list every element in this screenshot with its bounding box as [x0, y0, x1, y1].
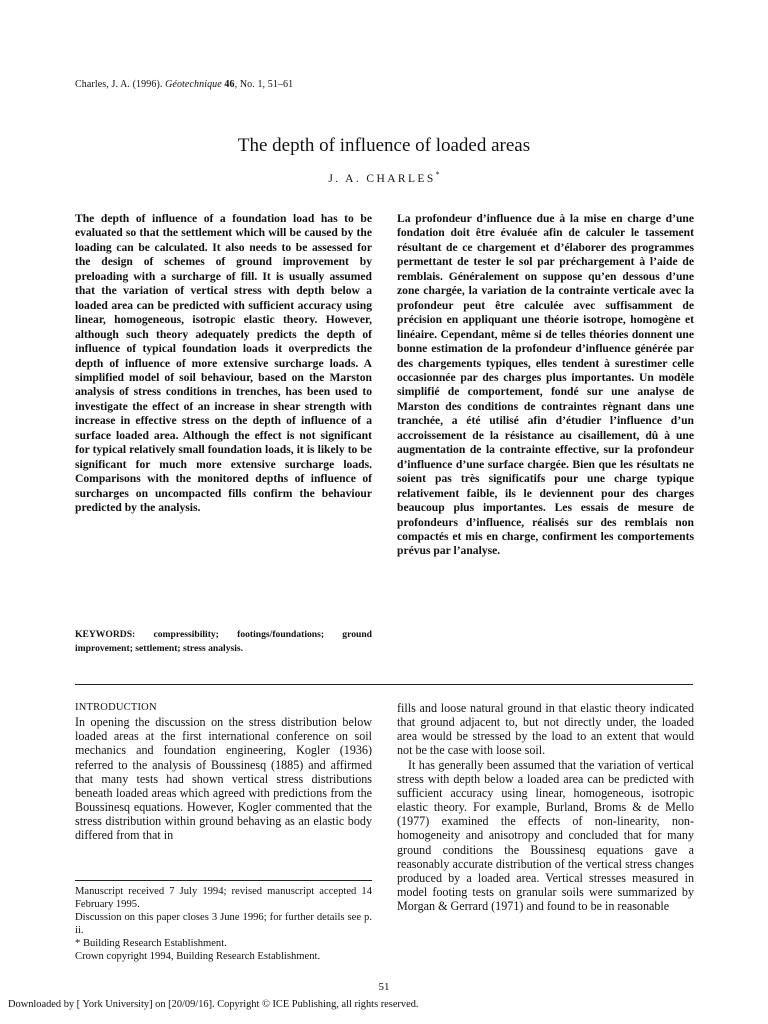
author-footnote-mark: * — [435, 170, 440, 179]
footnote-divider — [75, 880, 372, 881]
paper-title: The depth of influence of loaded areas — [237, 134, 531, 156]
introduction-paragraph-2: It has generally been assumed that the variation of vertical stress with depth below a loaded area can be predicted with sufficient accuracy using linear, homogeneous, isotropic elastic theory. For example, Burland, Broms & de Mello (1977) examined the effects of non-linearity, non-homogeneity and anisotropy and concluded that for many ground conditions the Boussinesq equations gave a reasonably accurate distribution of the vertical stress changes produced by a loaded area. Vertical stresses measured in model footing tests on granular soils were summarized by Morgan & Gerrard (1971) and found to be in reasonable — [397, 757, 694, 914]
citation-volume: 46 — [224, 79, 235, 90]
footnote-discussion: Discussion on this paper closes 3 June 1996; for further details see p. ii. — [75, 912, 372, 937]
page-number: 51 — [378, 981, 390, 993]
author-name: J. A. CHARLES — [328, 172, 436, 185]
footnote-received: Manuscript received 7 July 1994; revised manuscript accepted 14 February 1995. — [75, 886, 372, 911]
download-notice: Downloaded by [ York University] on [20/09/16]. Copyright © ICE Publishing, all rights reserved. — [8, 999, 419, 1010]
abstract-french: La profondeur d’influence due à la mise en charge d’une fondation doit être évaluée afin de calculer le tassement résultant de ce chargement et d’élaborer des programmes permettant de tester le sol par préchargement à l’aide de remblais. Généralement on suppose qu’en dessous d’une zone chargée, la variation de la contrainte verticale avec la profondeur peut être calculée avec suffisamment de précision en appliquant une théorie isotrope, homogène et linéaire. Cependant, même si de telles théories donnent une bonne estimation de la profondeur d’influence générée par des chargements typiques, elles tendent à surestimer celle occasionnée par des charges plus importantes. Un modèle simplifié de comportement, fondé sur une analyse de Marston des conditions de contraintes règnant dans une tranchée, a été utilisé afin d’étudier l’influence d’un accroissement de la résistance au cisaillement, dû à une augmentation de la contrainte effective, sur la profondeur d’influence d’une surface chargée. Bien que les résultats ne soient pas très significatifs pour une charge typique relativement faible, ils le deviennent pour des charges beaucoup plus importantes. Les essais de mesure de profondeurs d’influence, réalisés sur des remblais non compactés et mis en charge, confirment les comportements prévus par l’analyse. — [397, 212, 694, 558]
introduction-paragraph-1: In opening the discussion on the stress distribution below loaded areas at the first international conference on soil mechanics and foundation engineering, Kogler (1936) referred to the analysis of Boussinesq (1885) and affirmed that many tests had shown vertical stress distributions beneath loaded areas which agreed with predictions from the Boussinesq equations. However, Kogler commented that the stress distribution within ground behaving as an elastic body differed from that in — [75, 715, 372, 843]
body-column-right — [397, 701, 694, 913]
introduction-paragraph-1-continued: fills and loose natural ground in that elastic theory indicated that ground adjacent to, but not directly under, the loaded area would be stressed by the load to an extent that would not be the case with loose soil. — [397, 701, 694, 758]
citation-line — [75, 79, 293, 90]
citation-journal: Géotechnique — [165, 79, 222, 90]
footnote-copyright: Crown copyright 1994, Building Research Establishment. — [75, 951, 321, 963]
footnotes — [75, 885, 372, 964]
citation-issue-pages: , No. 1, 51–61 — [234, 79, 294, 90]
keywords: KEYWORDS: compressibility; footings/foundations; ground improvement; settlement; stress analysis. — [75, 629, 372, 654]
abstract-english: The depth of influence of a foundation load has to be evaluated so that the settlement which will be caused by the loading can be calculated. It also needs to be assessed for the design of schemes of ground improvement by preloading with a surcharge of fill. It is usually assumed that the variation of vertical stress with depth below a loaded area can be predicted with sufficient accuracy using linear, homogeneous, isotropic elastic theory. However, although such theory adequately predicts the depth of influence of typical foundation loads it overpredicts the depth of influence of more extensive surcharge loads. A simplified model of soil behaviour, based on the Marston analysis of stress conditions in trenches, has been used to investigate the effect of an increase in shear strength with increase in effective stress on the depth of influence of a surface loaded area. Although the effect is not significant for typical relatively small foundation loads, it is likely to be significant for much more extensive surcharge loads. Comparisons with the monitored depths of influence of surcharges on uncompacted fills confirm the behaviour predicted by the analysis. — [75, 212, 372, 515]
section-divider — [75, 684, 693, 685]
section-heading-introduction: INTRODUCTION — [75, 702, 157, 713]
body-column-left — [75, 701, 372, 843]
footnote-affiliation: * Building Research Establishment. — [75, 938, 227, 950]
author-line — [0, 170, 768, 185]
citation-authors: Charles, J. A. (1996). — [75, 79, 163, 90]
